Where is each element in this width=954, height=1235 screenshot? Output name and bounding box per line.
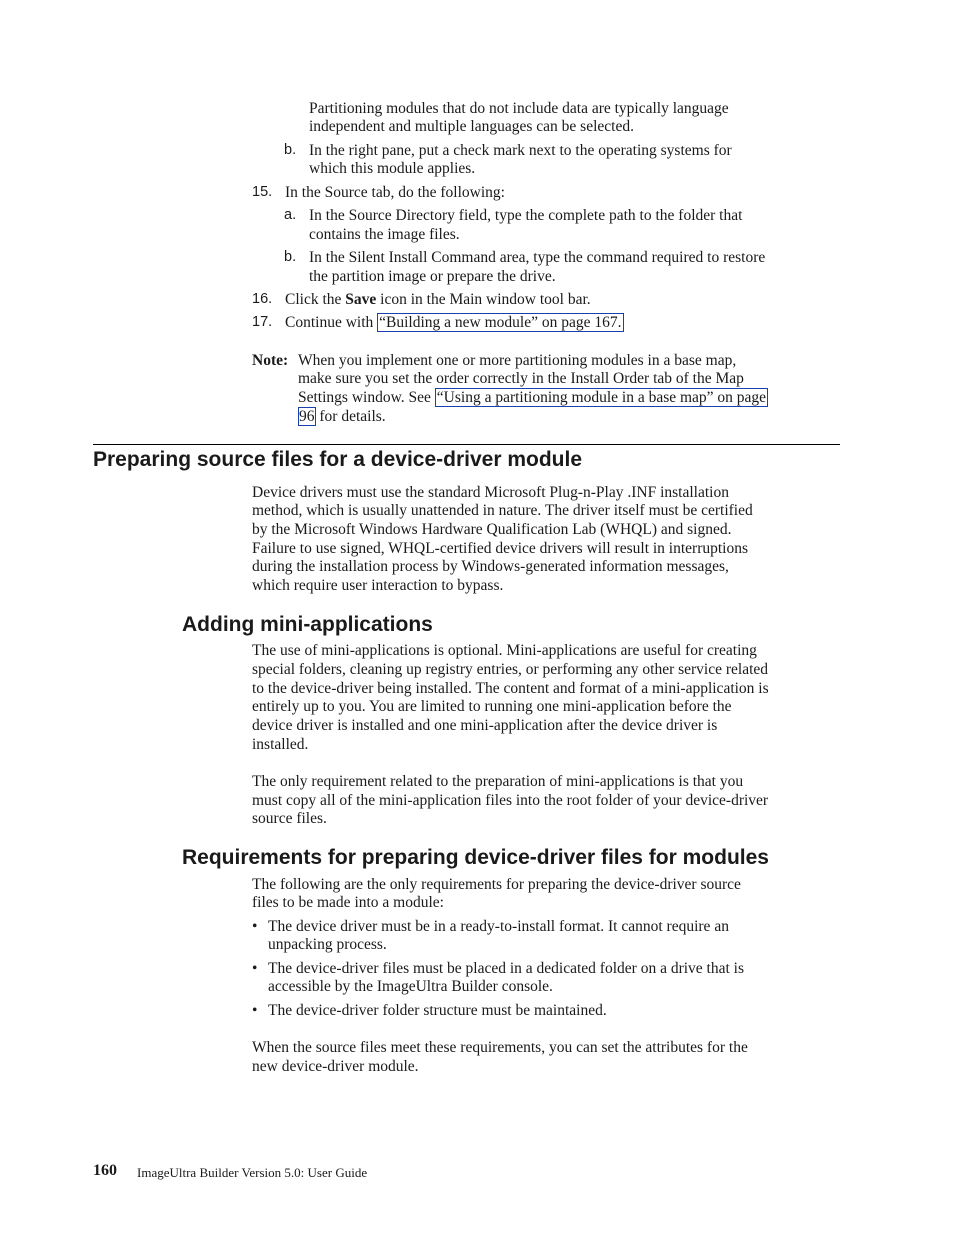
footer-title: ImageUltra Builder Version 5.0: User Guide (137, 1165, 368, 1180)
section2-p2-line-3: source files. (252, 810, 327, 827)
section2-p1-line-2: special folders, cleaning up registry entries, or performing any other service related (252, 661, 769, 678)
section2-p2-line-1: The only requirement related to the preparation of mini-applications is that you (252, 773, 744, 790)
note-line-2: make sure you set the order correctly in the Install Order tab of the Map (298, 370, 744, 387)
bullet-2-line-2: accessible by the ImageUltra Builder console. (268, 978, 553, 995)
step-17-text: Continue with “Building a new module” on page 167. (285, 314, 622, 331)
step-15b-line-2: the partition image or prepare the drive. (309, 268, 556, 285)
note-line-4: 96 for details. (299, 408, 386, 425)
step-15a-line-2: contains the image files. (309, 226, 460, 243)
bullet-1-marker: • (252, 918, 258, 935)
bullet-3-line-1: The device-driver folder structure must be maintained. (268, 1002, 607, 1019)
step-15a-marker: a. (284, 207, 297, 223)
partitioning-module-link[interactable]: “Using a partitioning module in a base map” on page (436, 389, 767, 406)
bullet-1-line-1: The device driver must be in a ready-to-install format. It cannot require an (268, 918, 729, 935)
bullet-3-marker: • (252, 1002, 258, 1019)
section2-p1-line-1: The use of mini-applications is optional. Mini-applications are useful for creating (252, 642, 757, 659)
step-15b-line-1: In the Silent Install Command area, type the command required to restore (309, 249, 766, 266)
section2-p1-line-4: entirely up to you. You are limited to running one mini-application before the (252, 698, 732, 715)
page-number: 160 (93, 1162, 117, 1179)
step-16-marker: 16. (252, 291, 273, 307)
bullet-2-marker: • (252, 960, 258, 977)
bullet-1-line-2: unpacking process. (268, 936, 387, 953)
section2-p1-line-5: device driver is installed and one mini-application after the device driver is (252, 717, 718, 734)
step-17-marker: 17. (252, 314, 273, 330)
partitioning-module-link-page[interactable]: 96 (299, 408, 315, 425)
section3-closing-line-2: new device-driver module. (252, 1058, 419, 1075)
step-15-marker: 15. (252, 184, 273, 200)
section2-p1-line-3: to the device-driver being installed. The content and format of a mini-application is (252, 680, 769, 697)
intro-line-2: independent and multiple languages can be selected. (309, 118, 634, 135)
section2-p1-line-6: installed. (252, 736, 309, 753)
section-heading-device-driver: Preparing source files for a device-driver module (93, 448, 582, 471)
step-15a-line-1: In the Source Directory field, type the complete path to the folder that (309, 207, 743, 224)
section3-intro-line-2: files to be made into a module: (252, 894, 444, 911)
section3-closing-line-1: When the source files meet these requirements, you can set the attributes for the (252, 1039, 748, 1056)
building-module-link[interactable]: “Building a new module” on page 167. (379, 314, 622, 331)
section1-line-1: Device drivers must use the standard Microsoft Plug-n-Play .INF installation (252, 484, 729, 501)
step-15-text: In the Source tab, do the following: (285, 184, 505, 201)
section1-line-2: method, which is usually unattended in nature. The driver itself must be certified (252, 502, 753, 519)
step-b1-marker: b. (284, 142, 297, 158)
note-label: Note: (252, 352, 289, 369)
step-b1-line-2: which this module applies. (309, 160, 476, 177)
note-line-3: Settings window. See “Using a partitioning module in a base map” on page (298, 389, 767, 406)
intro-line-1: Partitioning modules that do not include data are typically language (309, 100, 729, 117)
save-label: Save (345, 291, 377, 308)
bullet-2-line-1: The device-driver files must be placed in a dedicated folder on a drive that is (268, 960, 745, 977)
step-b1-line-1: In the right pane, put a check mark next to the operating systems for (309, 142, 732, 159)
section3-intro-line-1: The following are the only requirements for preparing the device-driver source (252, 876, 741, 893)
section2-p2-line-2: must copy all of the mini-application files into the root folder of your device-driver (252, 792, 769, 809)
section1-line-5: during the installation process by Windows-generated information messages, (252, 558, 729, 575)
section-heading-requirements: Requirements for preparing device-driver files for modules (182, 846, 769, 869)
step-16-text: Click the Save icon in the Main window tool bar. (285, 291, 591, 308)
section1-line-6: which require user interaction to bypass. (252, 577, 504, 594)
section-divider (93, 444, 840, 445)
section1-line-3: by the Microsoft Windows Hardware Qualification Lab (WHQL) and signed. (252, 521, 732, 538)
note-line-1: When you implement one or more partitioning modules in a base map, (298, 352, 737, 369)
section1-line-4: Failure to use signed, WHQL-certified device drivers will result in interruptions (252, 540, 749, 557)
step-15b-marker: b. (284, 249, 297, 265)
section-heading-mini-applications: Adding mini-applications (182, 613, 433, 636)
